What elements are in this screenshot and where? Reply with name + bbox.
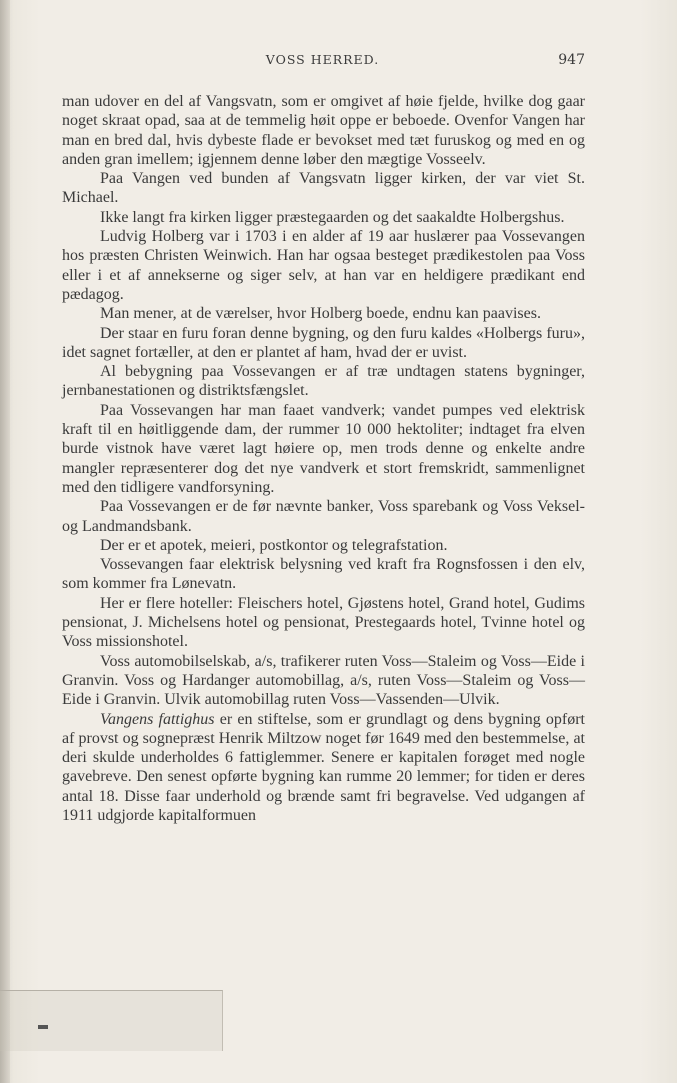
paragraph: Her er flere hoteller: Fleischers hotel, Gjøstens hotel, Grand hotel, Gudims pensionat, J. Michelsens hotel og pensionat, Prestegaards hotel, Tvinne hotel og Voss missionshotel.	[62, 594, 585, 651]
paragraph: Man mener, at de værelser, hvor Holberg boede, endnu kan paavises.	[100, 305, 541, 323]
paragraph: Ludvig Holberg var i 1703 i en alder af 19 aar huslærer paa Vossevangen hos præsten Christen Weinwich. Han har ogsaa besteget prædikestolen paa Voss eller i et af annekserne og siger selv, at han var en heldigere prædikant end pædagog.	[62, 228, 585, 303]
paragraph: Der er et apotek, meieri, postkontor og telegrafstation.	[100, 536, 448, 554]
paragraph: Paa Vossevangen er de før nævnte banker, Voss sparebank og Voss Veksel- og Landmandsbank.	[62, 498, 585, 535]
page-stain	[0, 990, 223, 1051]
page-header	[60, 52, 585, 72]
paragraph	[62, 710, 585, 826]
page-number: 947	[558, 52, 585, 68]
page-left-edge	[0, 0, 10, 1083]
paragraph: Paa Vossevangen har man faaet vandverk; vandet pumpes ved elektrisk kraft til en høitliggende dam, der rummer 10 000 hektoliter; indtaget fra elven burde vistnok have været lagt høiere op, men trods denne og enkelte andre mangler repræsenterer dog det nye vandverk et stort fremskridt, sammenlignet med den tidligere vandforsyning.	[62, 401, 585, 496]
paragraph: Ikke langt fra kirken ligger præstegaarden og det saakaldte Holbergshus.	[100, 208, 565, 226]
italic-term: Vangens fattighus	[100, 710, 215, 728]
paragraph: Voss automobilselskab, a/s, trafikerer ruten Voss—Staleim og Voss—Eide i Granvin. Voss og Hardanger automobillag, a/s, ruten Voss—Staleim og Voss—Eide i Granvin. Ulvik automobillag ruten Voss—Vassenden—Ulvik.	[62, 652, 585, 709]
paragraph: Paa Vangen ved bunden af Vangsvatn ligger kirken, der var viet St. Michael.	[62, 170, 585, 207]
running-title: VOSS HERRED.	[265, 52, 380, 67]
paragraph: Der staar en furu foran denne bygning, og den furu kaldes «Holbergs furu», idet sagnet fortæller, at den er plantet af ham, hvad der er uvist.	[62, 324, 585, 361]
paragraph: man udover en del af Vangsvatn, som er omgivet af høie fjelde, hvilke dog gaar noget skraat opad, saa at de temmelig høit oppe er beboede. Ovenfor Vangen har man en bred dal, hvis dybeste flade er bevokset med tæt furuskog og med en og anden gran imellem; igjennem denne løber den mægtige Vosseelv.	[62, 93, 585, 168]
ink-mark	[38, 1025, 48, 1029]
paragraph-text: er en stiftelse, som er grundlagt og dens bygning opført af provst og sognepræst Henrik Miltzow noget før 1649 med den bestemmelse, at deri skulde underholdes 6 fattiglemmer. Senere er kapitalen forøget med nogle gavebreve. Den senest opførte bygning kan rumme 20 lemmer; for tiden er deres antal 18. Disse faar underhold og brænde samt fri begravelse. Ved udgangen af 1911 udgjorde kapitalformuen	[62, 710, 585, 824]
paragraph: Vossevangen faar elektrisk belysning ved kraft fra Rognsfossen i den elv, som kommer fra Lønevatn.	[62, 556, 585, 593]
paragraph: Al bebygning paa Vossevangen er af træ undtagen statens bygninger, jernbanestationen og distriktsfængslet.	[62, 363, 585, 400]
body-text	[62, 92, 585, 825]
